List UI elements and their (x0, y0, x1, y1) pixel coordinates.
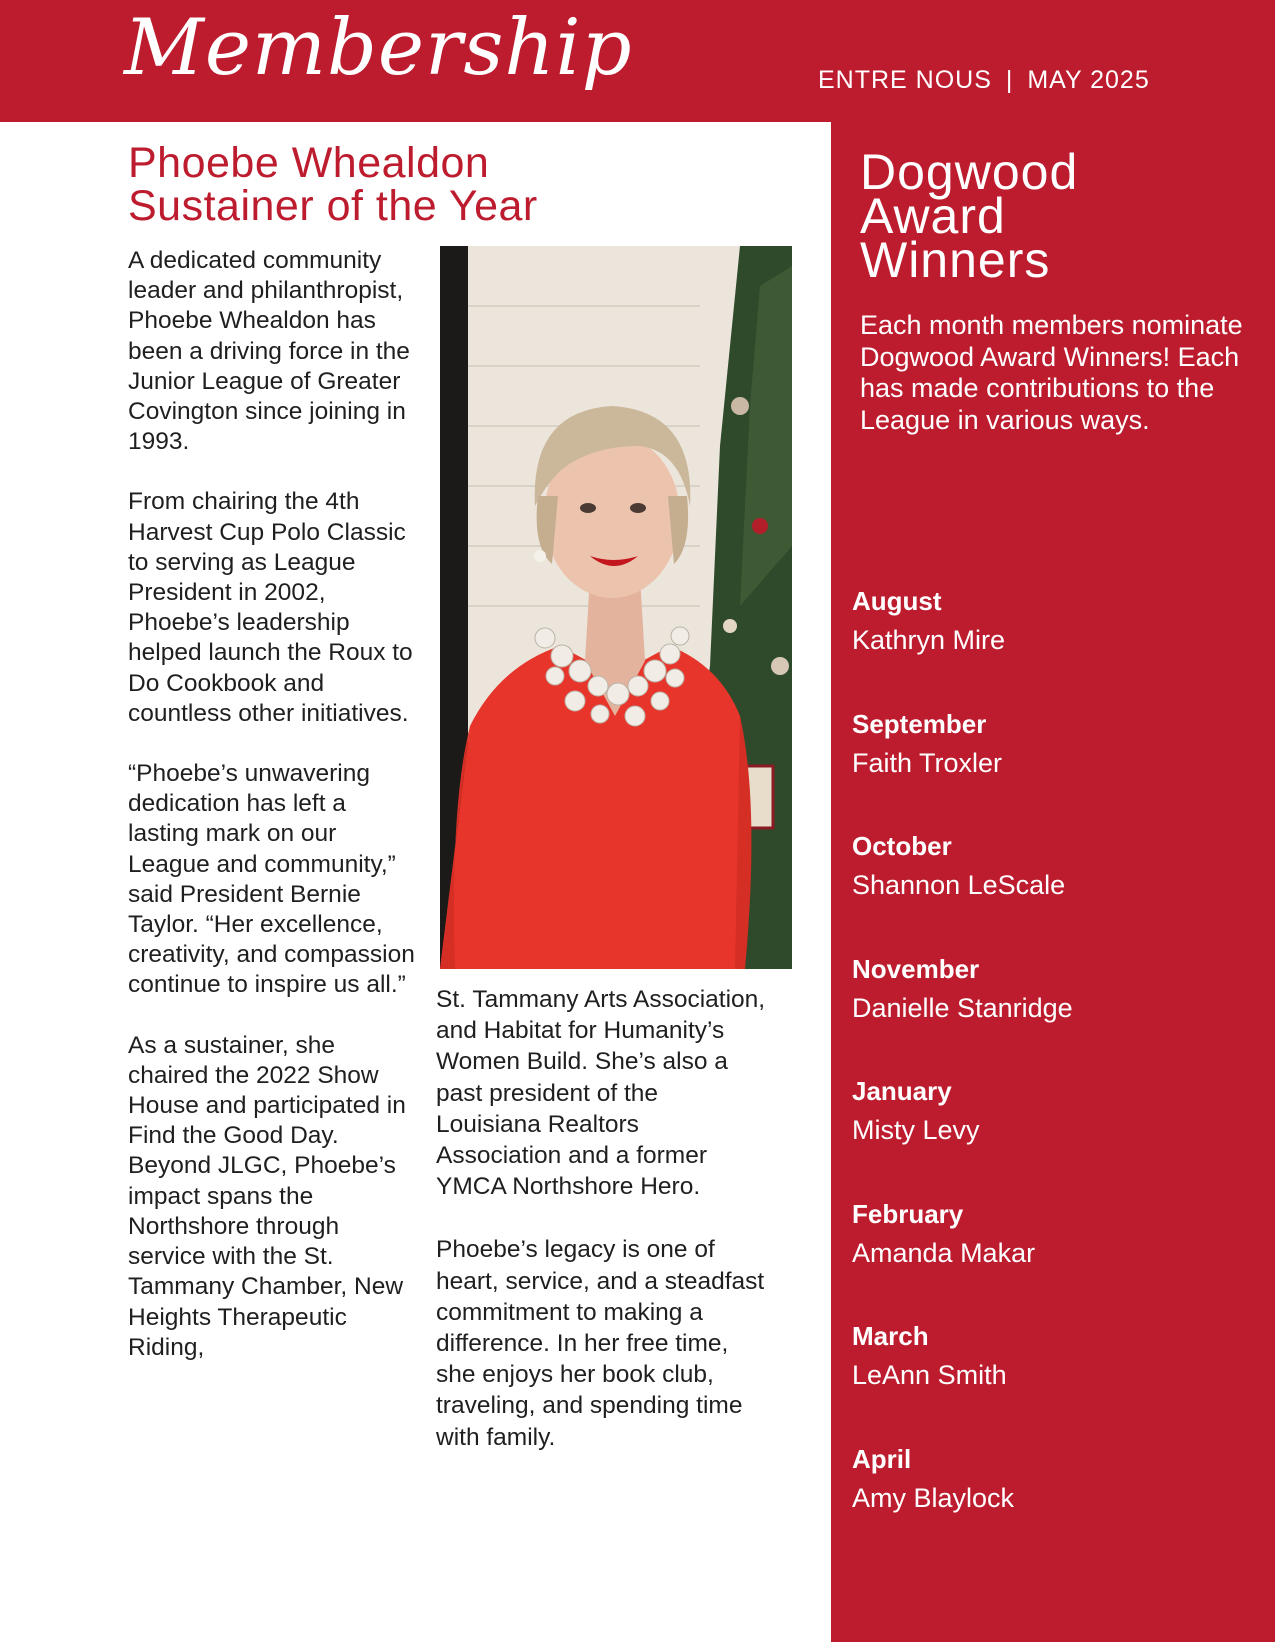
sidebar-title-line: Award (860, 188, 1006, 244)
masthead (818, 66, 1150, 95)
masthead-separator: | (1005, 66, 1014, 94)
winner-month: August (852, 586, 942, 616)
article-headline (128, 139, 538, 230)
winner-name: Faith Troxler (852, 747, 1003, 778)
portrait-illustration (440, 246, 792, 969)
portrait-photo (440, 246, 792, 969)
issue-date: MAY 2025 (1027, 66, 1150, 94)
article-paragraph: Phoebe’s legacy is one of heart, service, and a steadfast commitment to making a difference. In her free time, she enjoys her book club, traveling, and spending time with family. (436, 1236, 765, 1451)
winner-item (852, 831, 1252, 954)
article-paragraph: “Phoebe’s unwavering dedication has left a lasting mark on our League and community,” said President Bernie Taylor. “Her excellence, creativity, and compassion continue to inspire us all.” (128, 760, 415, 999)
headline-line: Phoebe Whealdon (128, 139, 490, 187)
sidebar-intro: Each month members nominate Dogwood Award Winners! Each has made contributions to the League in various ways. (860, 310, 1243, 435)
winner-name: Kathryn Mire (852, 625, 1006, 655)
winner-name: Danielle Stanridge (852, 992, 1073, 1023)
headline-line: Sustainer of the Year (128, 182, 538, 230)
winner-item (852, 954, 1252, 1077)
sidebar-title (860, 144, 1240, 288)
winner-month: March (852, 1321, 929, 1351)
section-title: Membership (124, 3, 633, 93)
winner-month: February (852, 1198, 964, 1229)
sidebar-title-line: Dogwood (860, 144, 1079, 200)
article-paragraph: As a sustainer, she chaired the 2022 Show House and participated in Find the Good Day. Beyond JLGC, Phoebe’s impact spans the Northshore through service with the St. Tammany Chamber, New Heights Therapeutic Riding, (128, 1031, 406, 1361)
article-paragraph: A dedicated community leader and philanthropist, Phoebe Whealdon has been a driving force in the Junior League of Greater Covington since joining in 1993. (128, 247, 410, 456)
winners-list (852, 586, 1252, 1566)
winner-item (852, 1199, 1252, 1322)
winner-item (852, 709, 1252, 832)
winner-item (852, 1321, 1252, 1444)
winner-item (852, 586, 1252, 709)
winner-item (852, 1076, 1252, 1199)
winner-name: Misty Levy (852, 1115, 980, 1145)
winner-name: Amanda Makar (852, 1237, 1036, 1268)
winner-month: October (852, 831, 952, 861)
winner-month: January (852, 1076, 952, 1106)
article-paragraph: St. Tammany Arts Association, and Habitat for Humanity’s Women Build. She’s also a past president of the Louisiana Realtors Association and a former YMCA Northshore Hero. (436, 986, 766, 1201)
winner-name: Shannon LeScale (852, 870, 1066, 900)
sidebar-title-line: Winners (860, 232, 1051, 288)
winner-month: September (852, 708, 987, 739)
article-paragraph: From chairing the 4th Harvest Cup Polo Classic to serving as League President in 2002, Phoebe’s leadership helped launch the Roux to Do Cookbook and countless other initiatives. (128, 488, 413, 727)
publication-name: ENTRE NOUS (818, 66, 992, 94)
winner-name: Amy Blaylock (852, 1482, 1015, 1513)
winner-month: November (852, 953, 980, 984)
winner-item (852, 1444, 1252, 1567)
winner-name: LeAnn Smith (852, 1360, 1007, 1390)
winner-month: April (852, 1443, 912, 1474)
article-column-2 (436, 984, 766, 1485)
article-column-1 (128, 246, 418, 1393)
